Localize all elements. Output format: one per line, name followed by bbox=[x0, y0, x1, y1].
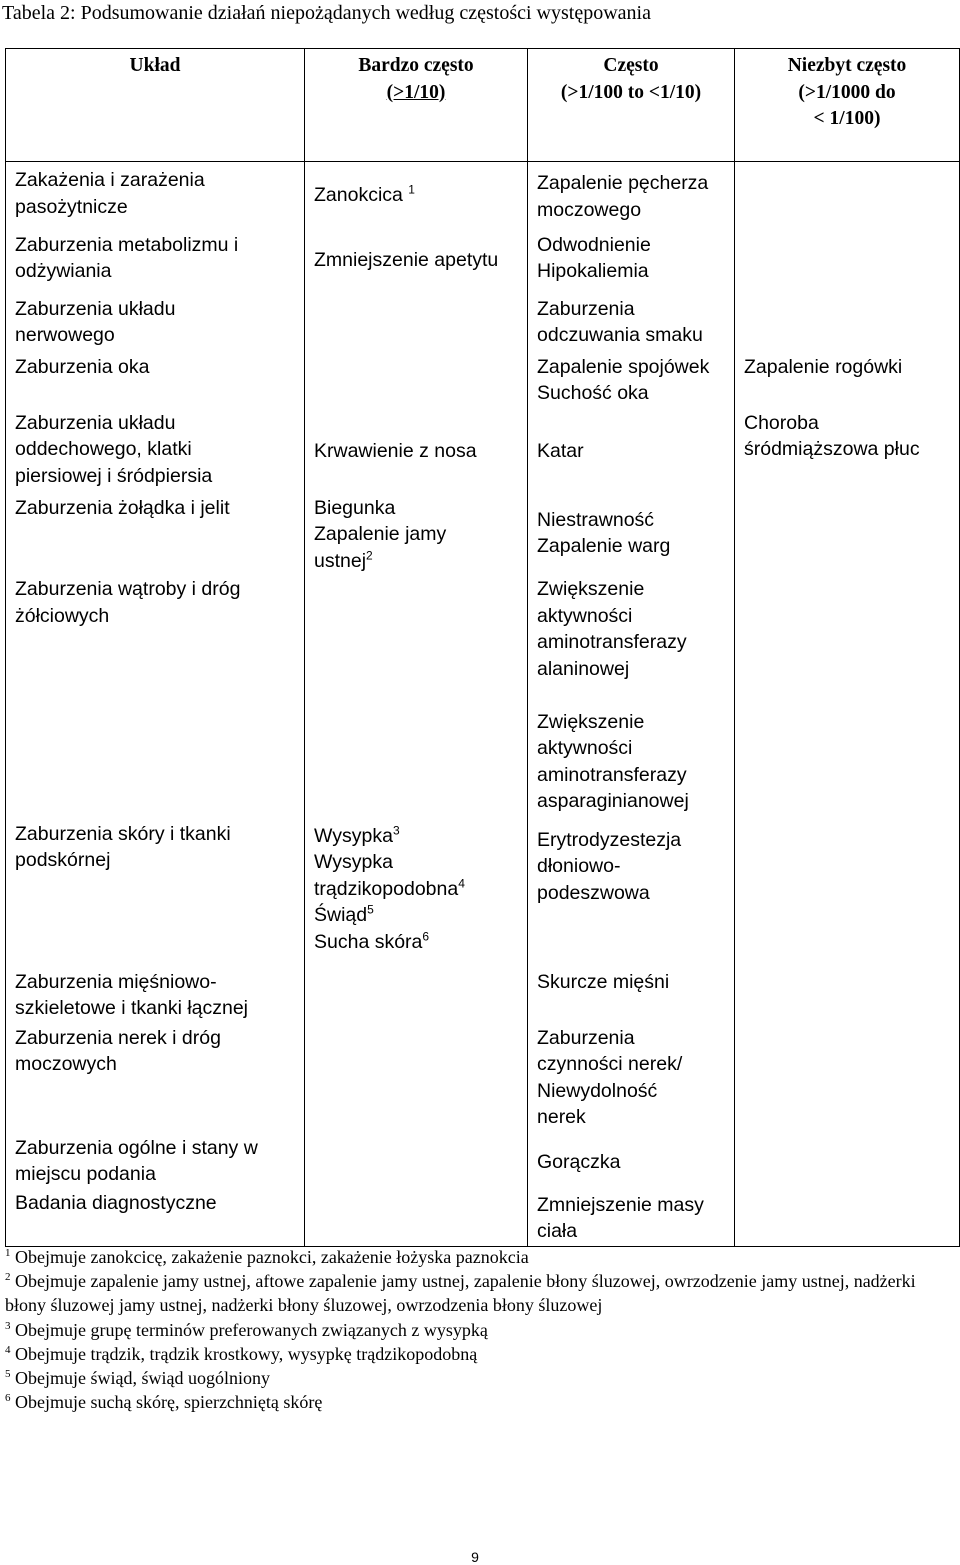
very-common-cell: Krwawienie z nosa bbox=[305, 410, 528, 493]
very-common-cell bbox=[305, 294, 528, 352]
uncommon-cell bbox=[735, 969, 960, 1025]
common-cell: Zapalenie spojówek Suchość oka bbox=[528, 352, 735, 410]
adverse-reactions-table bbox=[5, 48, 960, 1247]
common-cell: Zmniejszenie masy ciała bbox=[528, 1190, 735, 1247]
page-number: 9 bbox=[471, 1549, 479, 1565]
system-cell: Zaburzenia oka bbox=[6, 352, 305, 410]
uncommon-cell bbox=[735, 1135, 960, 1190]
very-common-cell: Biegunka Zapalenie jamy ustnej$^2$ bbox=[305, 493, 528, 575]
common-cell: Skurcze mięśni bbox=[528, 969, 735, 1025]
very-common-cell bbox=[305, 574, 528, 815]
uncommon-cell bbox=[735, 1190, 960, 1247]
uncommon-cell: Zapalenie rogówki bbox=[735, 352, 960, 410]
uncommon-cell bbox=[735, 574, 960, 815]
very-common-cell bbox=[305, 1135, 528, 1190]
table-row bbox=[6, 815, 960, 969]
very-common-cell bbox=[305, 1190, 528, 1247]
table-row bbox=[6, 162, 960, 228]
footnotes bbox=[5, 1245, 955, 1414]
uncommon-cell bbox=[735, 294, 960, 352]
table-row bbox=[6, 294, 960, 352]
uncommon-cell bbox=[735, 815, 960, 969]
footnote: $^1$ Obejmuje zanokcicę, zakażenie paznokci, zakażenie łożyska paznokcia bbox=[5, 1247, 529, 1267]
table-row bbox=[6, 410, 960, 493]
table-caption: Tabela 2: Podsumowanie działań niepożądanych według częstości występowania bbox=[2, 2, 651, 24]
system-cell: Zaburzenia wątroby i dróg żółciowych bbox=[6, 574, 305, 815]
very-common-cell: Zmniejszenie apetytu bbox=[305, 228, 528, 294]
common-cell: Zaburzenia czynności nerek/ Niewydolność nerek bbox=[528, 1025, 735, 1135]
system-cell: Zaburzenia nerek i dróg moczowych bbox=[6, 1025, 305, 1135]
system-cell: Zaburzenia metabolizmu i odżywiania bbox=[6, 228, 305, 294]
common-cell: Zwiększenie aktywności aminotransferazy alaninowej Zwiększenie aktywności aminotransferazy asparaginianowej bbox=[528, 574, 735, 815]
common-cell: Zapalenie pęcherza moczowego bbox=[528, 162, 735, 228]
common-cell: Niestrawność Zapalenie warg bbox=[528, 493, 735, 575]
system-cell: Zaburzenia mięśniowo- szkieletowe i tkanki łącznej bbox=[6, 969, 305, 1025]
table-row bbox=[6, 1135, 960, 1190]
system-cell: Zaburzenia układu oddechowego, klatki piersiowej i śródpiersia bbox=[6, 410, 305, 493]
footnote: $^4$ Obejmuje trądzik, trądzik krostkowy, wysypkę trądzikopodobną bbox=[5, 1343, 478, 1364]
system-cell: Zakażenia i zarażenia pasożytnicze bbox=[6, 162, 305, 228]
common-cell: Katar bbox=[528, 410, 735, 493]
system-cell: Zaburzenia skóry i tkanki podskórnej bbox=[6, 815, 305, 969]
very-common-cell: Wysypka$^3$ Wysypka trądzikopodobna$^4$ Świąd$^5$ Sucha skóra$^6$ bbox=[305, 815, 528, 969]
table-row bbox=[6, 1190, 960, 1247]
table-header-row bbox=[6, 49, 960, 162]
table-row bbox=[6, 969, 960, 1025]
uncommon-cell bbox=[735, 228, 960, 294]
very-common-cell bbox=[305, 352, 528, 410]
footnote: $^3$ Obejmuje grupę terminów preferowanych związanych z wysypką bbox=[5, 1319, 488, 1340]
footnote: $^2$ Obejmuje zapalenie jamy ustnej, aftowe zapalenie jamy ustnej, zapalenie błony śluzowej, owrzodzenie jamy ustnej, nadżerki błony śluzowej jamy ustnej, nadżerki błony śluzowej, owrzodzenia błony śluzowej bbox=[5, 1271, 916, 1316]
table-row bbox=[6, 228, 960, 294]
common-cell: Odwodnienie Hipokaliemia bbox=[528, 228, 735, 294]
uncommon-cell: Choroba śródmiąższowa płuc bbox=[735, 410, 960, 493]
common-cell: Erytrodyzestezja dłoniowo- podeszwowa bbox=[528, 815, 735, 969]
table-row bbox=[6, 1025, 960, 1135]
common-cell: Gorączka bbox=[528, 1135, 735, 1190]
footnote: $^6$ Obejmuje suchą skórę, spierzchniętą skórę bbox=[5, 1392, 323, 1413]
uncommon-cell bbox=[735, 1025, 960, 1135]
footnote: $^5$ Obejmuje świąd, świąd uogólniony bbox=[5, 1368, 270, 1389]
very-common-cell bbox=[305, 969, 528, 1025]
header-system: Układ bbox=[6, 49, 305, 162]
table-row bbox=[6, 574, 960, 815]
system-cell: Zaburzenia żołądka i jelit bbox=[6, 493, 305, 575]
table-row bbox=[6, 352, 960, 410]
system-cell: Badania diagnostyczne bbox=[6, 1190, 305, 1247]
very-common-cell: Zanokcica $^1$ bbox=[305, 162, 528, 228]
uncommon-cell bbox=[735, 162, 960, 228]
header-uncommon: Niezbyt często (>1/1000 do < 1/100) bbox=[735, 49, 960, 162]
very-common-cell bbox=[305, 1025, 528, 1135]
table-row bbox=[6, 493, 960, 575]
system-cell: Zaburzenia układu nerwowego bbox=[6, 294, 305, 352]
common-cell: Zaburzenia odczuwania smaku bbox=[528, 294, 735, 352]
header-very-common: Bardzo często (>1/10) bbox=[305, 49, 528, 162]
header-common: Często (>1/100 to <1/10) bbox=[528, 49, 735, 162]
system-cell: Zaburzenia ogólne i stany w miejscu podania bbox=[6, 1135, 305, 1190]
uncommon-cell bbox=[735, 493, 960, 575]
